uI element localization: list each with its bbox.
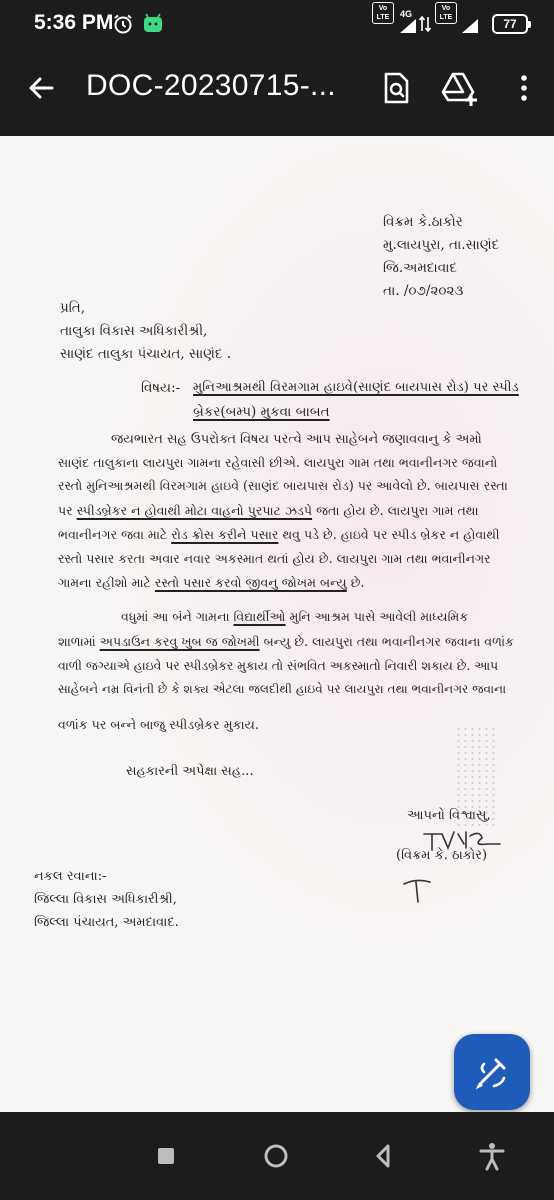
p2-l2-start: શાળામાં	[58, 634, 100, 649]
app-notification-icon	[142, 13, 164, 35]
annotate-pen-icon	[454, 1034, 530, 1110]
search-in-document-icon[interactable]	[374, 66, 418, 110]
letter-date: તા. /૦૭/૨૦૨૩	[383, 283, 464, 299]
navigation-bar	[0, 1112, 554, 1200]
back-nav-icon[interactable]	[364, 1138, 400, 1174]
p1-l7-end: છે.	[346, 575, 365, 590]
closing-line: સહકારની અપેક્ષા સહ...	[126, 764, 254, 779]
volte-badge-1: Vo LTE	[372, 2, 394, 24]
p1-l7-underlined: રસ્તો પસાર કરવો જીવનુ જોખમ બન્યુ	[154, 575, 347, 590]
copy-to-line-1: જિલ્લા વિકાસ અધિકારીશ્રી,	[34, 892, 177, 907]
subject-line-1: મુનિઆશ્રમથી વિરમગામ હાઇવે(સાણંદ બાયપાસ રોડ) પર સ્પીડ	[193, 380, 519, 395]
recent-apps-icon[interactable]	[148, 1138, 184, 1174]
paragraph-1-line-7	[58, 575, 364, 591]
signal-1-icon	[398, 13, 418, 35]
sender-district: જિ.અમદાવાદ	[383, 260, 458, 276]
handwritten-mark	[398, 876, 438, 906]
back-arrow-icon[interactable]	[22, 68, 62, 108]
p1-l5-underlined: રોડ ક્રોસ કરીને પસાર	[171, 527, 279, 542]
p1-l4-underlined: સ્પીડબ્રેકર ન હોવાથી મોટા વાહનો પુરપાટ ઝડપે	[76, 503, 313, 518]
subject-label: વિષય:-	[141, 380, 181, 396]
paragraph-1-line-6: રસ્તો પસાર કરતા અવાર નવાર અકસ્માત થતાં હોય છે. લાયપુરા ગામ તથા ભવાનીનગર	[58, 551, 491, 566]
signatory-name: (વિક્રમ કે. ઠાકોર)	[396, 848, 488, 863]
sender-village: મુ.લાયપુરા, તા.સાણંદ	[383, 237, 500, 253]
paragraph-1-line-1: જયભારત સહ ઉપરોક્ત વિષય પરત્વે આપ સાહેબને જણાવવાનુ કે અમો	[111, 432, 482, 447]
p2-l1-underlined: વિદ્યાર્થીઓ	[233, 609, 286, 624]
paragraph-1-line-5	[58, 527, 500, 543]
p2-l2-underlined: અપડાઉન કરવુ ખુબ જ જોખમી	[99, 634, 260, 649]
paragraph-2-line-5: વળાંક પર બન્ને બાજુ સ્પીડબ્રેકર મુકાય.	[58, 717, 259, 732]
edit-document-button[interactable]	[454, 1034, 530, 1110]
more-options-icon[interactable]	[502, 66, 546, 110]
p2-l2-end: બન્યુ છે. લાયપુરા તથા ભવાનીનગર જવાના વળાંક	[259, 634, 514, 649]
recipient-label: પ્રતિ,	[60, 300, 86, 316]
paragraph-2-line-3: વાળી જગ્યાએ હાઇવે પર સ્પીડબ્રેકર મુકાય તો સંભવિત અકસ્માતો નિવારી શકાય છે. આપ	[58, 658, 499, 673]
app-bar	[0, 50, 554, 136]
status-time: 5:36 PM	[34, 11, 114, 34]
recipient-line-1: તાલુકા વિકાસ અધિકારીશ્રી,	[60, 323, 208, 339]
paragraph-1-line-3: રસ્તો મુનિઆશ્રમથી વિરમગામ હાઇવે (સાણંદ બાયપાસ રોડ) પર આવેલો છે. બાયપાસ રસ્તા	[58, 478, 508, 493]
home-icon[interactable]	[258, 1138, 294, 1174]
yours-faithfully: આપનો વિશ્વાસુ,	[407, 808, 491, 823]
recipient-line-2: સાણંદ તાલુકા પંચાયત, સાણંદ .	[60, 346, 232, 362]
battery-level: 77	[492, 14, 528, 34]
p2-l1-end: મુનિ આશ્રમ પાસે આવેલી માધ્યમિક	[285, 609, 469, 624]
volte-badge-2: Vo LTE	[435, 2, 457, 24]
document-page	[0, 136, 554, 1112]
p1-l5-end: થવુ પડે છે. હાઇવે પર સ્પીડ બ્રેકર ન હોવાથી	[278, 527, 500, 542]
signal-2-icon	[460, 13, 480, 35]
paragraph-2-line-1	[121, 609, 468, 625]
p1-l4-start: પર	[58, 503, 77, 518]
p1-l4-end: જતા હોય છે. લાયપુરા ગામ તથા	[312, 503, 479, 518]
alarm-icon	[112, 13, 134, 35]
data-arrows-icon	[419, 13, 431, 35]
paragraph-2-line-2	[58, 634, 514, 650]
copy-to-label: નકલ રવાના:-	[34, 869, 107, 884]
paragraph-2-line-4: સાહેબને નમ્ર વિનંતી છે કે શક્ય એટલા જલદીથી હાઇવે પર લાયપુરા તથા ભવાનીનગર જવાના	[58, 682, 507, 696]
p1-l5-start: ભવાનીનગર જવા માટે	[58, 527, 172, 542]
document-title: DOC-20230715-...	[86, 69, 336, 102]
p2-l1-start: વધુમાં આ બંને ગામના	[121, 609, 234, 624]
paragraph-1-line-4	[58, 503, 479, 519]
document-viewer[interactable]	[0, 136, 554, 1112]
p1-l7-start: ગામના રહીશો માટે	[58, 575, 155, 590]
copy-to-line-2: જિલ્લા પંચાયત, અમદાવાદ.	[34, 915, 179, 930]
status-bar	[0, 0, 554, 50]
accessibility-icon[interactable]	[474, 1138, 510, 1174]
subject-line-2: બ્રેકર(બમ્પ) મુકવા બાબત	[193, 404, 330, 420]
paragraph-1-line-2: સાણંદ તાલુકાના લાયપુરા ગામના રહેવાસી છીએ. લાયપુરા ગામ તથા ભવાનીનગર જવાનો	[58, 455, 498, 470]
network-type: 4G	[400, 9, 413, 19]
sender-name: વિક્રમ કે.ઠાકોર	[383, 214, 463, 230]
add-to-drive-icon[interactable]	[436, 66, 480, 110]
